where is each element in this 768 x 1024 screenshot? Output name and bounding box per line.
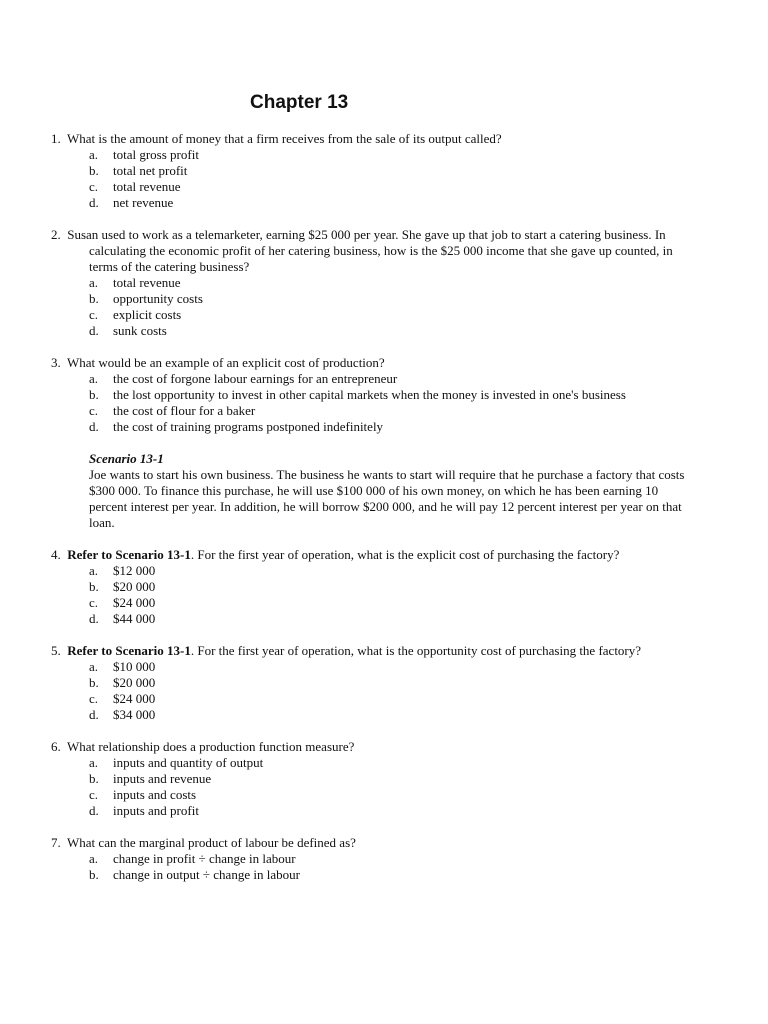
answer-option — [51, 291, 691, 307]
question-number: 4. — [51, 547, 61, 562]
option-letter: d. — [89, 803, 99, 818]
question-stem — [51, 131, 691, 147]
option-letter: a. — [89, 275, 99, 290]
question-3 — [51, 355, 691, 435]
question-text: What is the amount of money that a firm receives from the sale of its output called? — [67, 131, 502, 146]
answer-option — [51, 579, 691, 595]
option-text: $20 000 — [113, 675, 156, 690]
question-stem — [51, 355, 691, 371]
answer-option — [51, 867, 691, 883]
option-text: inputs and costs — [113, 787, 197, 802]
question-stem — [51, 547, 691, 563]
question-2 — [51, 227, 691, 339]
option-text: net revenue — [113, 195, 174, 210]
option-text: $20 000 — [113, 579, 156, 594]
question-number: 6. — [51, 739, 61, 754]
option-letter: c. — [89, 691, 99, 706]
chapter-title: Chapter 13 — [250, 92, 349, 113]
answer-option — [51, 371, 691, 387]
option-text: the cost of forgone labour earnings for an entrepreneur — [113, 371, 398, 386]
option-text: change in output ÷ change in labour — [113, 867, 300, 882]
answer-option — [51, 611, 691, 627]
answer-option — [51, 787, 691, 803]
option-text: explicit costs — [113, 307, 182, 322]
question-stem — [51, 227, 691, 275]
option-text: $24 000 — [113, 595, 156, 610]
option-letter: a. — [89, 851, 99, 866]
answer-options — [51, 659, 691, 723]
answer-option — [51, 147, 691, 163]
option-text: $34 000 — [113, 707, 156, 722]
option-letter: b. — [89, 163, 99, 178]
scenario-reference: Refer to Scenario 13-1 — [67, 547, 191, 562]
option-letter: a. — [89, 147, 99, 162]
option-text: total gross profit — [113, 147, 199, 162]
answer-option — [51, 403, 691, 419]
question-1 — [51, 131, 691, 211]
option-letter: b. — [89, 675, 99, 690]
option-letter: d. — [89, 611, 99, 626]
option-letter: c. — [89, 595, 99, 610]
answer-option — [51, 707, 691, 723]
option-text: total net profit — [113, 163, 188, 178]
answer-option — [51, 275, 691, 291]
answer-option — [51, 563, 691, 579]
answer-options — [51, 563, 691, 627]
answer-option — [51, 387, 691, 403]
option-text: the cost of training programs postponed indefinitely — [113, 419, 384, 434]
option-letter: c. — [89, 403, 99, 418]
option-text: inputs and quantity of output — [113, 755, 264, 770]
question-text: What relationship does a production function measure? — [67, 739, 355, 754]
question-group-2 — [51, 547, 691, 883]
answer-options — [51, 851, 691, 883]
question-text: . For the first year of operation, what is the opportunity cost of purchasing the factory? — [190, 643, 642, 658]
question-text: . For the first year of operation, what is the explicit cost of purchasing the factory? — [190, 547, 620, 562]
answer-option — [51, 163, 691, 179]
question-number: 1. — [51, 131, 61, 146]
option-text: total revenue — [113, 179, 181, 194]
scenario-block — [51, 451, 691, 531]
question-6 — [51, 739, 691, 819]
answer-option — [51, 419, 691, 435]
option-text: $44 000 — [113, 611, 156, 626]
answer-option — [51, 771, 691, 787]
option-letter: d. — [89, 707, 99, 722]
question-5 — [51, 643, 691, 723]
question-number: 2. — [51, 227, 61, 242]
scenario-text: Joe wants to start his own business. The business he wants to start will require that he purchase a factory that costs $300 000. To finance this purchase, he will use $100 000 of his own money, on which he has been earning 10 percent interest per year. In addition, he will borrow $200 000, and he will pay 12 percent interest per year on that loan. — [89, 467, 685, 530]
question-number: 5. — [51, 643, 61, 658]
question-4 — [51, 547, 691, 627]
option-text: sunk costs — [113, 323, 167, 338]
answer-options — [51, 147, 691, 211]
answer-options — [51, 371, 691, 435]
option-letter: b. — [89, 867, 99, 882]
answer-option — [51, 803, 691, 819]
answer-options — [51, 755, 691, 819]
question-text: What would be an example of an explicit cost of production? — [67, 355, 385, 370]
answer-option — [51, 755, 691, 771]
answer-option — [51, 179, 691, 195]
answer-option — [51, 323, 691, 339]
answer-option — [51, 691, 691, 707]
option-letter: c. — [89, 179, 99, 194]
option-letter: c. — [89, 787, 99, 802]
option-letter: a. — [89, 755, 99, 770]
option-text: $10 000 — [113, 659, 156, 674]
answer-option — [51, 675, 691, 691]
question-number: 3. — [51, 355, 61, 370]
option-text: total revenue — [113, 275, 181, 290]
scenario-title: Scenario 13-1 — [89, 451, 164, 466]
question-number: 7. — [51, 835, 61, 850]
option-text: inputs and revenue — [113, 771, 212, 786]
answer-options — [51, 275, 691, 339]
option-letter: a. — [89, 371, 99, 386]
option-letter: c. — [89, 307, 99, 322]
option-letter: b. — [89, 291, 99, 306]
answer-option — [51, 659, 691, 675]
option-text: inputs and profit — [113, 803, 199, 818]
question-group-1 — [51, 131, 691, 435]
option-letter: d. — [89, 419, 99, 434]
answer-option — [51, 851, 691, 867]
option-text: the cost of flour for a baker — [113, 403, 256, 418]
option-letter: a. — [89, 659, 99, 674]
option-letter: b. — [89, 771, 99, 786]
question-stem — [51, 739, 691, 755]
option-letter: d. — [89, 195, 99, 210]
option-letter: a. — [89, 563, 99, 578]
question-text: What can the marginal product of labour be defined as? — [67, 835, 356, 850]
question-stem — [51, 643, 691, 659]
option-letter: b. — [89, 579, 99, 594]
option-text: change in profit ÷ change in labour — [113, 851, 296, 866]
question-text: Susan used to work as a telemarketer, earning $25 000 per year. She gave up that job to start a catering business. In calculating the economic profit of her catering business, how is the $25 000 income that she gave up counted, in terms of the catering business? — [67, 227, 673, 274]
answer-option — [51, 307, 691, 323]
answer-option — [51, 595, 691, 611]
question-7 — [51, 835, 691, 883]
option-text: opportunity costs — [113, 291, 203, 306]
option-text: $24 000 — [113, 691, 156, 706]
option-text: the lost opportunity to invest in other capital markets when the money is invested in one's business — [113, 387, 626, 402]
question-list — [51, 131, 691, 899]
option-letter: d. — [89, 323, 99, 338]
question-stem — [51, 835, 691, 851]
option-text: $12 000 — [113, 563, 156, 578]
answer-option — [51, 195, 691, 211]
option-letter: b. — [89, 387, 99, 402]
scenario-reference: Refer to Scenario 13-1 — [67, 643, 191, 658]
